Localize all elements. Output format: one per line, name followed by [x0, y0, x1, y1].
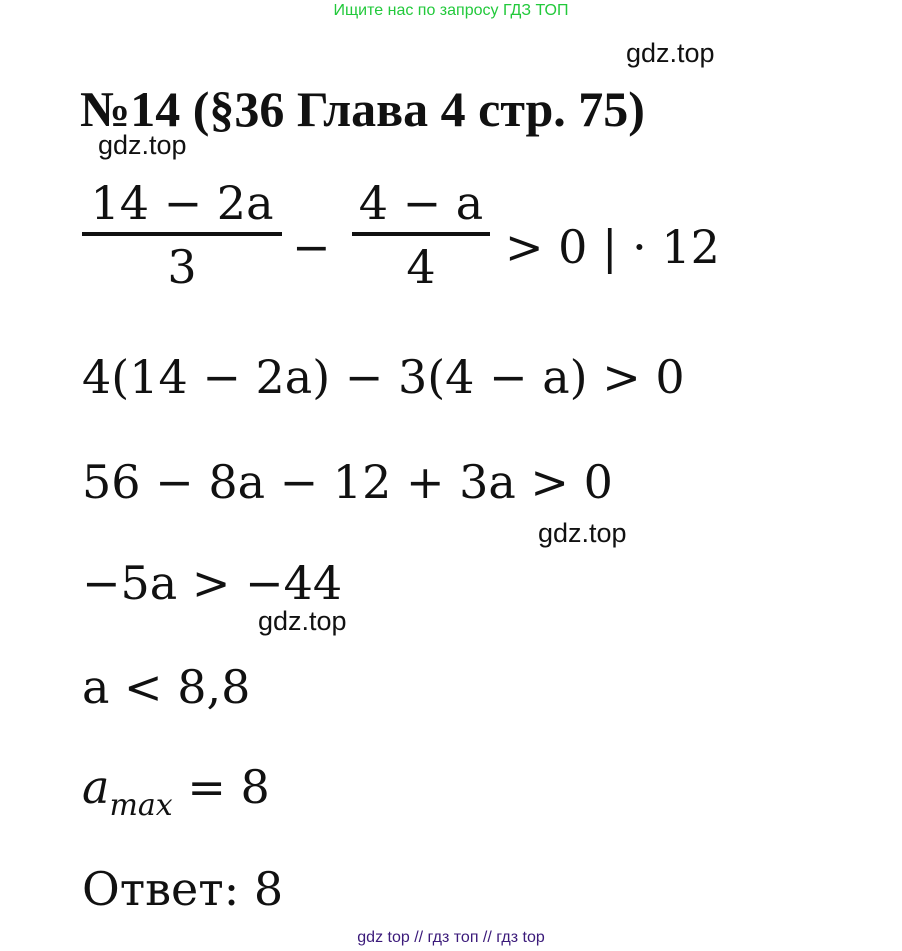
minus-sign: − — [292, 220, 331, 274]
fraction-right-numerator: 4 − a — [358, 176, 484, 230]
watermark: gdz.top — [626, 38, 715, 68]
step-expand: 4(14 − 2a) − 3(4 − a) > 0 — [82, 350, 685, 404]
fraction-right-denominator: 4 — [406, 240, 436, 294]
step-result: a < 8,8 — [82, 660, 251, 714]
problem-title: №14 (§36 Глава 4 стр. 75) — [80, 81, 645, 137]
a-max-line — [82, 760, 270, 823]
fraction-left — [82, 176, 282, 294]
fraction-left-numerator: 14 − 2a — [90, 176, 274, 230]
a-max-value: = 8 — [172, 760, 270, 814]
watermark: gdz.top — [258, 606, 347, 636]
inequality-tail: > 0 | · 12 — [505, 220, 720, 274]
search-hint-banner: Ищите нас по запросу ГДЗ ТОП — [333, 2, 569, 19]
a-max-subscript: max — [109, 788, 173, 823]
watermark: gdz.top — [98, 130, 187, 160]
a-max-base: a — [82, 760, 110, 814]
step-combine: −5a > −44 — [82, 556, 343, 610]
fraction-left-denominator: 3 — [167, 240, 197, 294]
step-simplify: 56 − 8a − 12 + 3a > 0 — [82, 455, 613, 509]
footer-links: gdz top // гдз топ // гдз top — [357, 929, 545, 946]
fraction-right — [352, 176, 490, 294]
answer-line: Ответ: 8 — [82, 862, 284, 916]
watermark: gdz.top — [538, 518, 627, 548]
